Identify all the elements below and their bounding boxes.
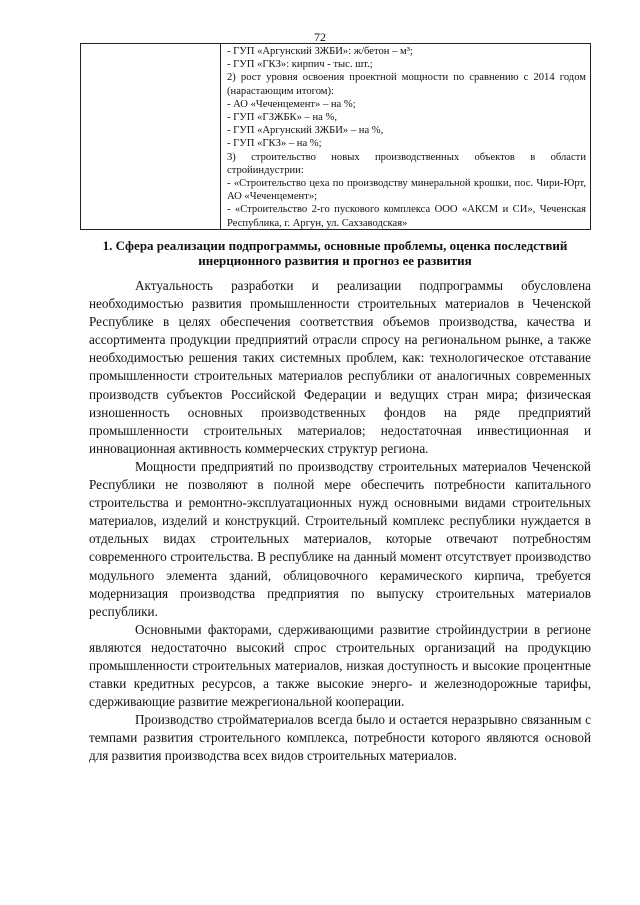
page-number: 72: [314, 30, 326, 44]
table-line: 2) рост уровня освоения проектной мощности по сравнению с 2014 годом (нарастающим итогом):: [227, 72, 586, 97]
section-title: 1. Сфера реализации подпрограммы, основные проблемы, оценка последствий инерционного развития и прогноз ее развития: [102, 238, 568, 268]
table-line: - ГУП «ГЗЖБК» – на %,: [227, 112, 337, 124]
table-left-cell: [81, 44, 221, 229]
table-line: - ГУП «ГКЗ»: кирпич - тыс. шт.;: [227, 59, 373, 71]
table-line: - ГУП «ГКЗ» – на %;: [227, 138, 322, 150]
table-line: 3) строительство новых производственных объектов в области стройиндустрии:: [227, 151, 586, 176]
table-line: - АО «Чеченцемент» – на %;: [227, 98, 356, 110]
body-text: [89, 277, 591, 766]
table-line: - ГУП «Аргунский ЗЖБИ» – на %,: [227, 125, 384, 137]
paragraph: Производство стройматериалов всегда было и остается неразрывно связанным с темпами развития строительного комплекса, потребности которого являются основой для развития производства всех видов строительных материалов.: [89, 712, 591, 764]
table-line: - ГУП «Аргунский ЗЖБИ»: ж/бетон – м³;: [227, 46, 413, 57]
indicators-table: [80, 43, 591, 230]
paragraph: Актуальность разработки и реализации подпрограммы обусловлена необходимостью развития промышленности строительных материалов в Чеченской Республике в целях обеспечения соответствия объемов производства, качества и ассортимента продукции предприятий отрасли спросу на региональном рынке, а также необходимостью решения таких системных проблем, как: технологическое отставание промышленности строительных материалов республики от аналогичных современных производств субъектов Российской Федерации и ведущих стран мира; физическая изношенность основных производственных фондов на ряде предприятий промышленности строительных материалов; недостаточная инвестиционная и инновационная активность коммерческих структур региона.: [89, 278, 591, 456]
table-right-cell: [221, 44, 590, 229]
paragraph: Мощности предприятий по производству строительных материалов Чеченской Республики не позволяют в полной мере обеспечить потребности капитального строительства и ремонтно-эксплуатационных нужд основными видами строительных материалов, изделий и конструкций. Строительный комплекс республики нуждается в отдельных видах строительных материалов, которые отвечают потребностям современного строительства. В республике на данный момент отсутствует производство модульного элемента зданий, облицовочного керамического кирпича, требуется модернизация производства предприятия по выпуску строительных материалов республики.: [89, 458, 591, 619]
table-line: - «Строительство 2-го пускового комплекса ООО «АКСМ и СИ», Чеченская Республика, г. Аргун, ул. Сахзаводская»: [227, 204, 586, 229]
paragraph: Основными факторами, сдерживающими развитие стройиндустрии в регионе являются недостаточно высокий спрос строительных организаций на продукцию промышленности строительных материалов, низкая доступность и высокие процентные ставки кредитных ресурсов, а также высокие энерго- и железнодорожные тарифы, сдерживающие развитие межрегиональной кооперации.: [89, 621, 591, 710]
table-line: - «Строительство цеха по производству минеральной крошки, пос. Чири-Юрт, АО «Чеченцемент»;: [227, 178, 586, 203]
